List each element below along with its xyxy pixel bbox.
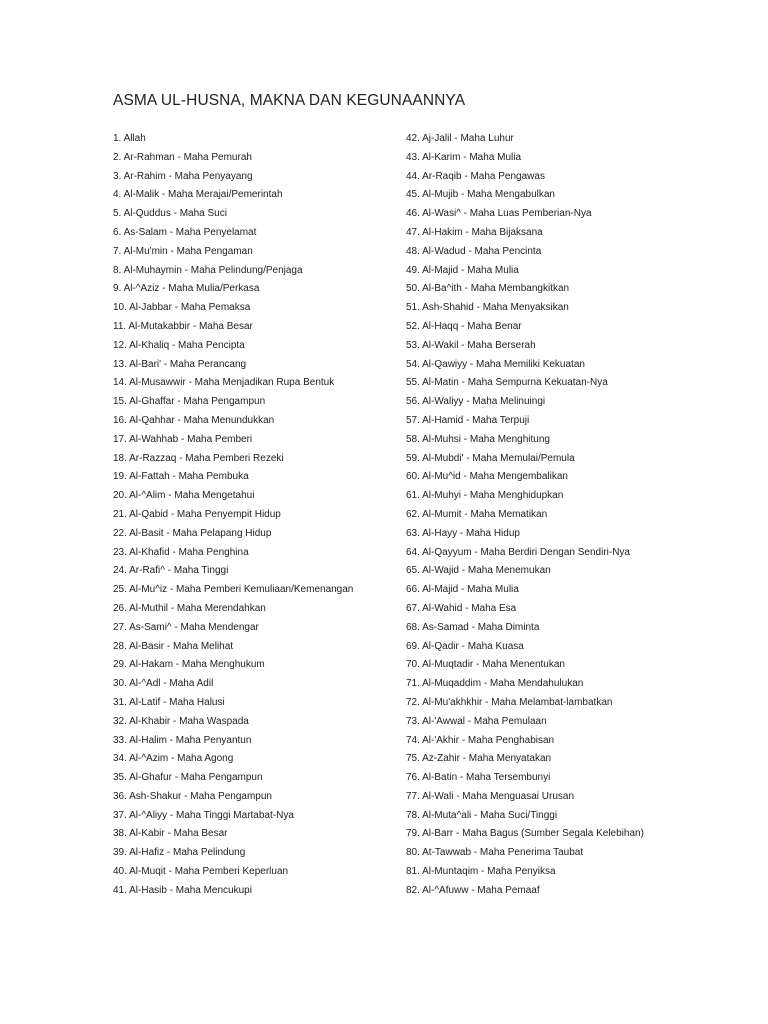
list-item: 15. Al-Ghaffar - Maha Pengampun [113,396,266,408]
list-item: 75. Az-Zahir - Maha Menyatakan [406,753,552,765]
list-item: 8. Al-Muhaymin - Maha Pelindung/Penjaga [113,264,303,276]
list-item: 39. Al-Hafiz - Maha Pelindung [113,847,246,859]
list-item: 19. Al-Fattah - Maha Pembuka [113,471,249,483]
page-title: ASMA UL-HUSNA, MAKNA DAN KEGUNAANNYA [113,92,466,109]
list-item: 54. Al-Qawiyy - Maha Memiliki Kekuatan [406,358,585,370]
list-item: 64. Al-Qayyum - Maha Berdiri Dengan Sendiri-Nya [406,546,630,558]
list-item: 65. Al-Wajid - Maha Menemukan [406,565,551,577]
list-item: 46. Al-Wasi^ - Maha Luas Pemberian-Nya [406,208,592,220]
list-item: 40. Al-Muqit - Maha Pemberi Keperluan [113,866,289,878]
list-item: 1. Allah [113,133,146,144]
list-item: 22. Al-Basit - Maha Pelapang Hidup [113,527,272,539]
list-item: 17. Al-Wahhab - Maha Pemberi [113,433,253,445]
list-item: 50. Al-Ba^ith - Maha Membangkitkan [406,283,570,295]
list-item: 78. Al-Muta^ali - Maha Suci/Tinggi [406,809,558,821]
list-item: 6. As-Salam - Maha Penyelamat [113,226,257,238]
list-item: 38. Al-Kabir - Maha Besar [113,828,228,840]
list-item: 33. Al-Halim - Maha Penyantun [113,734,252,746]
list-item: 72. Al-Mu'akhkhir - Maha Melambat-lambatkan [406,696,613,708]
list-item: 24. Ar-Rafi^ - Maha Tinggi [113,565,229,577]
list-item: 7. Al-Mu'min - Maha Pengaman [113,245,253,257]
list-item: 68. As-Samad - Maha Diminta [406,621,540,633]
list-item: 43. Al-Karim - Maha Mulia [406,151,522,163]
list-item: 81. Al-Muntaqim - Maha Penyiksa [406,866,556,878]
list-item: 13. Al-Bari' - Maha Perancang [113,358,247,370]
list-item: 71. Al-Muqaddim - Maha Mendahulukan [406,678,584,690]
list-item: 62. Al-Mumit - Maha Mematikan [406,508,548,520]
list-item: 74. Al-'Akhir - Maha Penghabisan [406,734,555,746]
names-list-right [406,130,706,901]
list-item: 42. Aj-Jalil - Maha Luhur [406,133,514,144]
list-item: 29. Al-Hakam - Maha Menghukum [113,659,265,671]
list-item: 60. Al-Mu^id - Maha Mengembalikan [406,471,568,483]
list-item: 11. Al-Mutakabbir - Maha Besar [113,320,253,332]
list-item: 44. Ar-Raqib - Maha Pengawas [406,170,545,182]
list-item: 79. Al-Barr - Maha Bagus (Sumber Segala Kelebihan) [406,828,644,840]
list-item: 77. Al-Wali - Maha Menguasai Urusan [406,790,575,802]
list-item: 25. Al-Mu^iz - Maha Pemberi Kemuliaan/Kemenangan [113,584,354,596]
list-item: 67. Al-Wahid - Maha Esa [406,602,517,614]
names-list-left [113,130,393,901]
list-item: 63. Al-Hayy - Maha Hidup [406,527,520,539]
list-item: 2. Ar-Rahman - Maha Pemurah [113,151,252,163]
list-item: 48. Al-Wadud - Maha Pencinta [406,245,542,257]
list-item: 36. Ash-Shakur - Maha Pengampun [113,790,272,802]
list-item: 9. Al-^Aziz - Maha Mulia/Perkasa [113,283,260,295]
list-item: 32. Al-Khabir - Maha Waspada [113,715,249,727]
list-item: 49. Al-Majid - Maha Mulia [406,264,519,276]
list-item: 35. Al-Ghafur - Maha Pengampun [113,772,263,784]
list-item: 4. Al-Malik - Maha Merajai/Pemerintah [113,189,283,201]
list-item: 14. Al-Musawwir - Maha Menjadikan Rupa Bentuk [113,377,335,389]
list-item: 37. Al-^Aliyy - Maha Tinggi Martabat-Nya [113,809,294,821]
list-item: 47. Al-Hakim - Maha Bijaksana [406,226,543,238]
list-item: 69. Al-Qadir - Maha Kuasa [406,640,524,652]
list-item: 27. As-Sami^ - Maha Mendengar [113,621,259,633]
list-item: 80. At-Tawwab - Maha Penerima Taubat [406,847,584,859]
list-item: 5. Al-Quddus - Maha Suci [113,208,227,220]
list-item: 10. Al-Jabbar - Maha Pemaksa [113,302,251,314]
list-item: 28. Al-Basir - Maha Melihat [113,640,234,652]
list-item: 76. Al-Batin - Maha Tersembunyi [406,772,551,784]
list-item: 20. Al-^Alim - Maha Mengetahui [113,490,255,502]
list-item: 52. Al-Haqq - Maha Benar [406,320,522,332]
list-item: 70. Al-Muqtadir - Maha Menentukan [406,659,565,671]
list-item: 73. Al-'Awwal - Maha Pemulaan [406,715,547,727]
list-item: 26. Al-Muthil - Maha Merendahkan [113,602,266,614]
list-item: 59. Al-Mubdi' - Maha Memulai/Pemula [406,452,575,464]
list-item: 21. Al-Qabid - Maha Penyempit Hidup [113,508,281,520]
list-item: 55. Al-Matin - Maha Sempurna Kekuatan-Nya [406,377,608,389]
list-item: 34. Al-^Azim - Maha Agong [113,753,234,765]
list-item: 56. Al-Waliyy - Maha Melinuingi [406,396,546,408]
list-item: 3. Ar-Rahim - Maha Penyayang [113,170,253,182]
list-item: 58. Al-Muhsi - Maha Menghitung [406,433,550,445]
list-item: 61. Al-Muhyi - Maha Menghidupkan [406,490,564,502]
list-item: 41. Al-Hasib - Maha Mencukupi [113,884,252,896]
list-item: 66. Al-Majid - Maha Mulia [406,584,519,596]
list-item: 16. Al-Qahhar - Maha Menundukkan [113,414,275,426]
list-item: 12. Al-Khaliq - Maha Pencipta [113,339,245,351]
list-item: 51. Ash-Shahid - Maha Menyaksikan [406,302,569,314]
list-item: 23. Al-Khafid - Maha Penghina [113,546,249,558]
list-item: 45. Al-Mujib - Maha Mengabulkan [406,189,555,201]
list-item: 18. Ar-Razzaq - Maha Pemberi Rezeki [113,452,284,464]
list-item: 31. Al-Latif - Maha Halusi [113,696,225,708]
list-item: 30. Al-^Adl - Maha Adil [113,678,214,690]
list-item: 53. Al-Wakil - Maha Berserah [406,339,536,351]
list-item: 57. Al-Hamid - Maha Terpuji [406,414,530,426]
list-item: 82. Al-^Afuww - Maha Pemaaf [406,884,540,896]
